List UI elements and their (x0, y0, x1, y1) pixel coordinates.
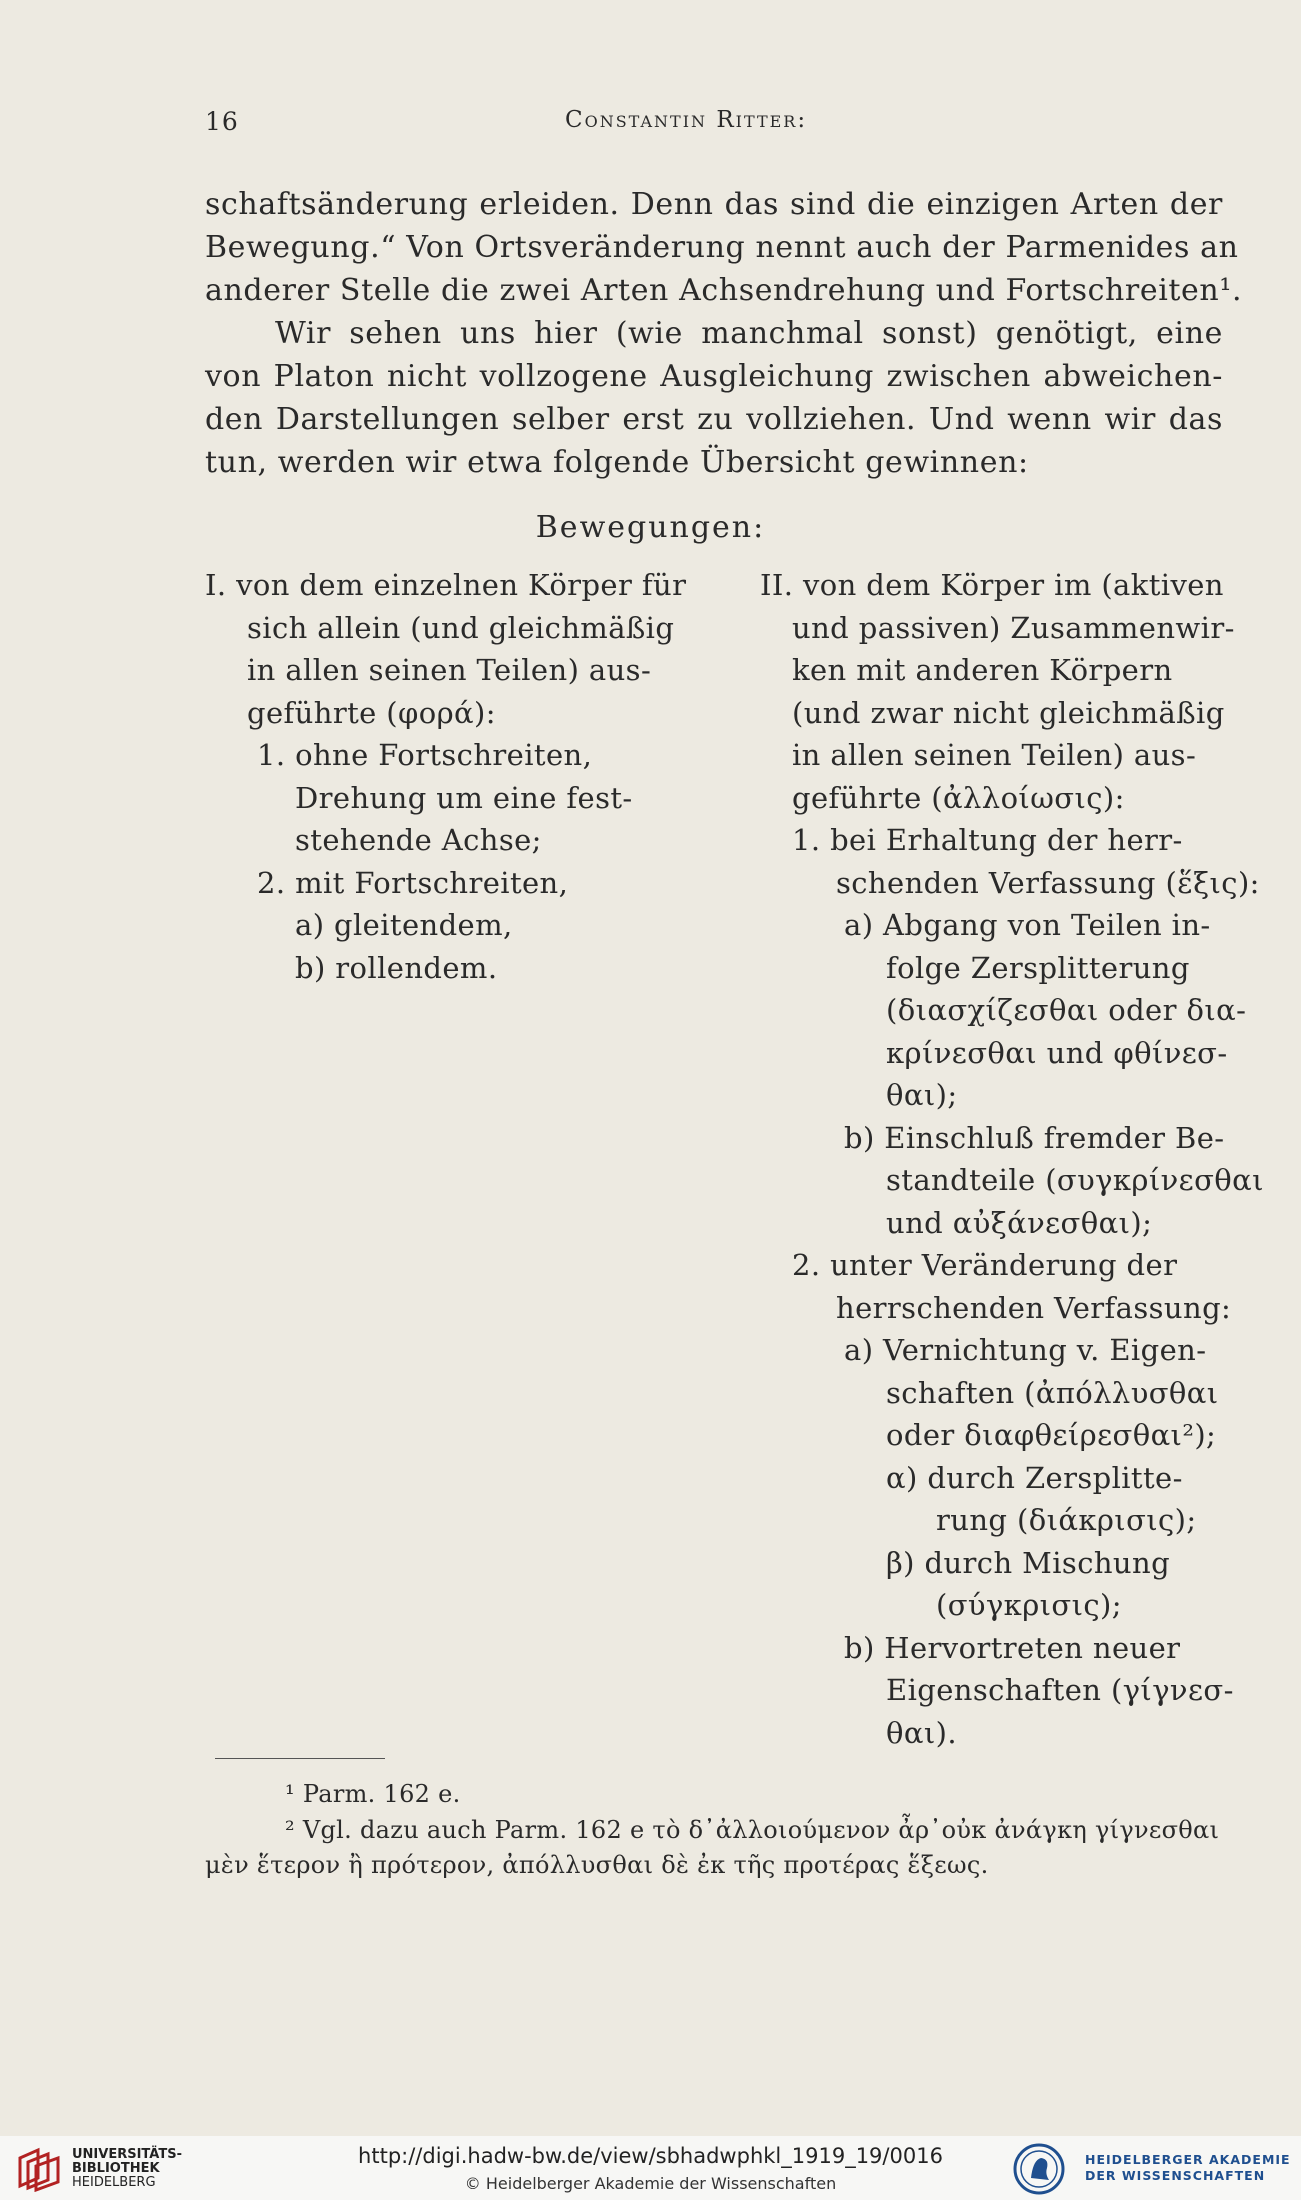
paragraph-2 (205, 312, 1223, 484)
footnote-1: ¹ Parm. 162 e. (285, 1780, 461, 1808)
scheme-heading: Bewegungen: (535, 510, 766, 545)
footnote-2 (205, 1813, 1225, 1883)
text-line: tun, werden wir etwa folgende Übersicht gewinnen: (205, 445, 1029, 480)
library-line: UNIVERSITÄTS- (72, 2147, 182, 2162)
scheme-line: 2. mit Fortschreiten, (257, 865, 569, 900)
scheme-line: geführte (φορά): (247, 695, 496, 730)
text-line: Wir sehen uns hier (wie manchmal sonst) genötigt, eine (275, 316, 1223, 351)
text-line: anderer Stelle die zwei Arten Achsendrehung und Fortschreiten¹. (205, 273, 1243, 308)
scheme-line: I. von dem einzelnen Körper für (205, 568, 687, 602)
copyright-notice: © Heidelberger Akademie der Wissenschaften (464, 2174, 837, 2193)
academy-line: DER WISSENSCHAFTEN (1085, 2168, 1266, 2183)
text-line: Bewegung.“ Von Ortsveränderung nennt auch der Parmenides an (205, 230, 1239, 265)
scheme-line: schaften (ἀπόλλυσθαι (886, 1375, 1219, 1410)
scheme-line: schenden Verfassung (ἕξις): (836, 865, 1260, 900)
scheme-line: geführte (ἀλλοίωσις): (792, 780, 1125, 815)
scheme-right-column (760, 564, 1264, 1754)
scheme-line: in allen seinen Teilen) aus- (792, 738, 1197, 772)
academy-seal-icon[interactable] (1003, 2142, 1075, 2200)
scheme-line: in allen seinen Teilen) aus- (247, 653, 652, 687)
scheme-line: α) durch Zersplitte- (886, 1460, 1183, 1495)
scheme-left-column (205, 564, 705, 989)
scheme-line: a) gleitendem, (295, 908, 513, 942)
scheme-line: θαι). (886, 1715, 957, 1750)
scheme-line: (διασχίζεσθαι oder δια- (886, 993, 1247, 1027)
scheme-line: b) Hervortreten neuer (844, 1630, 1181, 1665)
scheme-line: ken mit anderen Körpern (792, 653, 1173, 687)
scheme-line: 2. unter Veränderung der (792, 1248, 1178, 1282)
scheme-line: β) durch Mischung (886, 1545, 1171, 1580)
page-number: 16 (205, 107, 239, 136)
scheme-line: a) Vernichtung v. Eigen- (844, 1333, 1207, 1367)
scheme-line: (σύγκρισις); (936, 1588, 1122, 1622)
scheme-line: stehende Achse; (295, 823, 542, 857)
scheme-line: 1. bei Erhaltung der herr- (792, 823, 1183, 857)
scheme-line: rung (διάκρισις); (936, 1503, 1197, 1537)
scheme-line: κρίνεσθαι und φθίνεσ- (886, 1035, 1228, 1070)
scheme-line: oder διαφθείρεσθαι²); (886, 1418, 1217, 1452)
text-line: den Darstellungen selber erst zu vollziehen. Und wenn wir das (205, 402, 1223, 437)
academy-name (1085, 2152, 1291, 2184)
text-line: schaftsänderung erleiden. Denn das sind die einzigen Arten der (205, 187, 1223, 222)
footnote-line: ² Vgl. dazu auch Parm. 162 e τὸ δ᾽ἀλλοιούμενον ἆρ᾽οὐκ ἀνάγκη γίγνεσθαι (285, 1816, 1220, 1844)
scheme-line: Eigenschaften (γίγνεσ- (886, 1673, 1234, 1707)
scheme-line: und passiven) Zusammenwir- (792, 610, 1235, 645)
scheme-line: a) Abgang von Teilen in- (844, 908, 1211, 942)
scheme-line: θαι); (886, 1078, 958, 1112)
library-line: BIBLIOTHEK (72, 2161, 160, 2176)
scheme-line: sich allein (und gleichmäßig (247, 610, 675, 645)
paragraph-1 (205, 183, 1243, 312)
footnote-divider (215, 1758, 385, 1759)
scheme-line: Drehung um eine fest- (295, 780, 633, 815)
academy-line: HEIDELBERGER AKADEMIE (1085, 2152, 1291, 2167)
viewer-footer (0, 2136, 1301, 2200)
scheme-line: II. von dem Körper im (aktiven (760, 568, 1224, 602)
scheme-line: und αὐξάνεσθαι); (886, 1205, 1153, 1240)
running-title: Constantin Ritter: (565, 107, 808, 133)
library-line: HEIDELBERG (72, 2175, 156, 2190)
scheme-line: b) rollendem. (295, 950, 498, 985)
scheme-line: 1. ohne Fortschreiten, (257, 738, 593, 772)
scheme-line: (und zwar nicht gleichmäßig (792, 695, 1225, 730)
scheme-line: b) Einschluß fremder Be- (844, 1120, 1225, 1155)
text-line: von Platon nicht vollzogene Ausgleichung zwischen abweichen- (205, 359, 1223, 394)
permalink-url[interactable]: http://digi.hadw-bw.de/view/sbhadwphkl_1919_19/0016 (358, 2144, 943, 2168)
scheme-line: standteile (συγκρίνεσθαι (886, 1163, 1264, 1197)
scheme-line: herrschenden Verfassung: (836, 1290, 1232, 1325)
scheme-line: folge Zersplitterung (886, 950, 1190, 985)
footnote-line: μὲν ἕτερον ἢ πρότερον, ἀπόλλυσθαι δὲ ἐκ τῆς προτέρας ἕξεως. (205, 1851, 989, 1879)
